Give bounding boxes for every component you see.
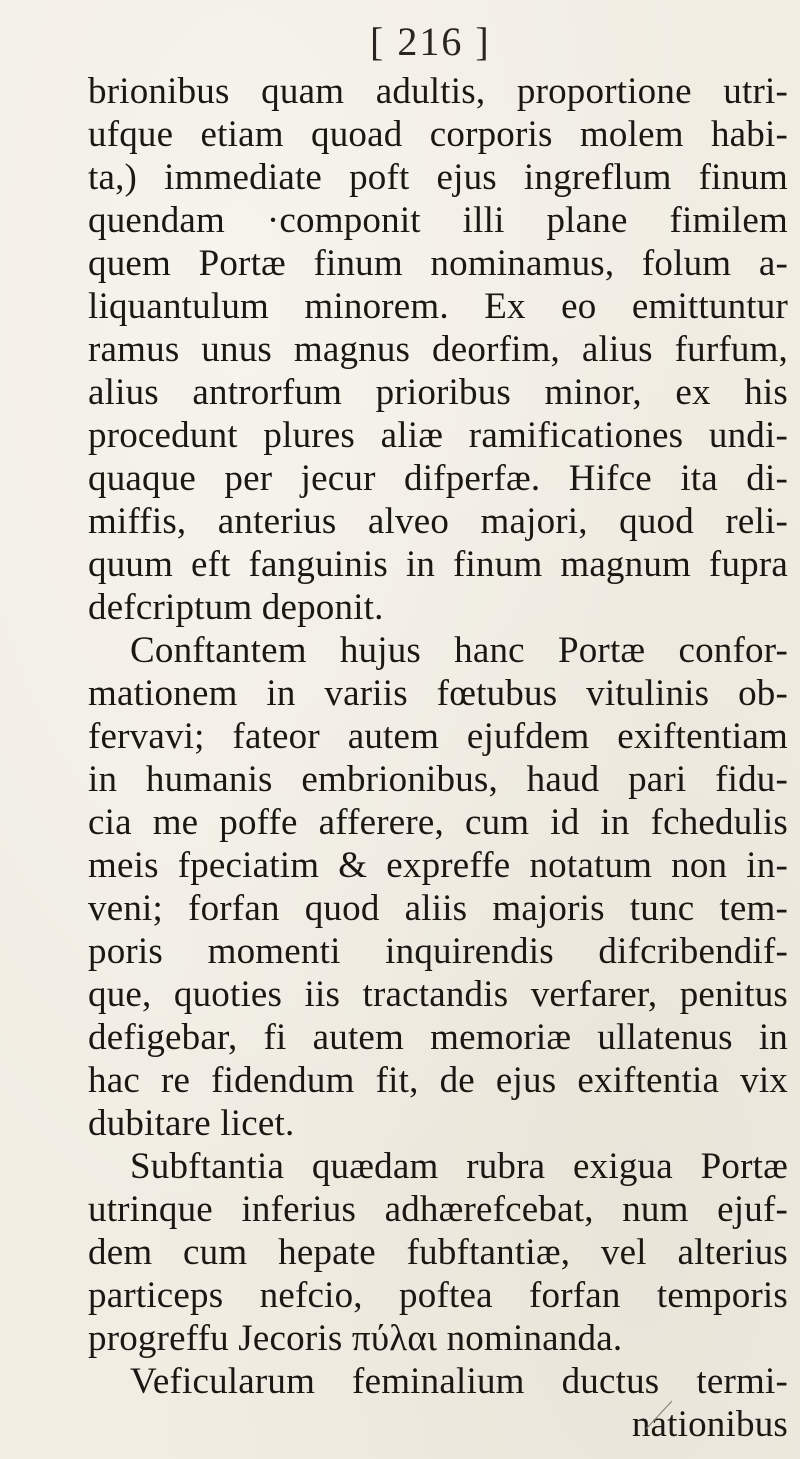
text-line: mationem in variis fœtubus vitulinis ob- [88,673,788,714]
text-line: Conftantem hujus hanc Portæ confor- [130,630,788,671]
body-text [88,70,788,1446]
text-line: miffis, anterius alveo majori, quod reli- [88,501,788,542]
text-line: hac re fidendum fit, de ejus exiftentia vix [88,1060,788,1101]
text-line: veni; forfan quod aliis majoris tunc tem- [88,888,788,929]
text-line: brionibus quam adultis, proportione utri- [88,71,788,112]
text-line: defigebar, fi autem memoriæ ullatenus in [88,1017,788,1058]
text-line: dubitare licet. [88,1103,295,1144]
text-line: particeps nefcio, poftea forfan temporis [88,1275,788,1316]
text-line: que, quoties iis tractandis verfarer, penitus [88,974,788,1015]
text-line: quum eft fanguinis in finum magnum fupra [88,544,788,585]
text-line: Subftantia quædam rubra exigua Portæ [130,1146,788,1187]
text-line: fervavi; fateor autem ejufdem exiftentiam [88,716,788,757]
text-line: cia me poffe afferere, cum id in fchedulis [88,802,788,843]
text-line: utrinque inferius adhærefcebat, num ejuf- [88,1189,788,1230]
text-line: quendam ·componit illi plane fimilem [88,200,788,241]
text-line: quem Portæ finum nominamus, folum a- [88,243,788,284]
catchword: nationibus [631,1404,788,1445]
text-line: defcriptum deponit. [88,587,384,628]
text-line: ta,) immediate poft ejus ingreflum finum [88,157,788,198]
text-line: liquantulum minorem. Ex eo emittuntur [88,286,788,327]
pen-stroke-mark [640,1395,680,1435]
text-line: dem cum hepate fubftantiæ, vel alterius [88,1232,788,1273]
text-line: procedunt plures aliæ ramificationes undi- [88,415,788,456]
text-line: poris momenti inquirendis difcribendif- [88,931,788,972]
text-line: quaque per jecur difperfæ. Hifce ita di- [88,458,788,499]
text-line: ufque etiam quoad corporis molem habi- [88,114,788,155]
text-line: alius antrorfum prioribus minor, ex his [88,372,788,413]
page-number: [ 216 ] [370,19,491,64]
text-line: ramus unus magnus deorfim, alius furfum, [88,329,788,370]
text-line: in humanis embrionibus, haud pari fidu- [88,759,788,800]
text-line: Veficularum feminalium ductus termi- [130,1361,788,1402]
text-line: meis fpeciatim & expreffe notatum non in- [88,845,788,886]
text-line: progreffu Jecoris πύλαι nominanda. [88,1318,623,1359]
